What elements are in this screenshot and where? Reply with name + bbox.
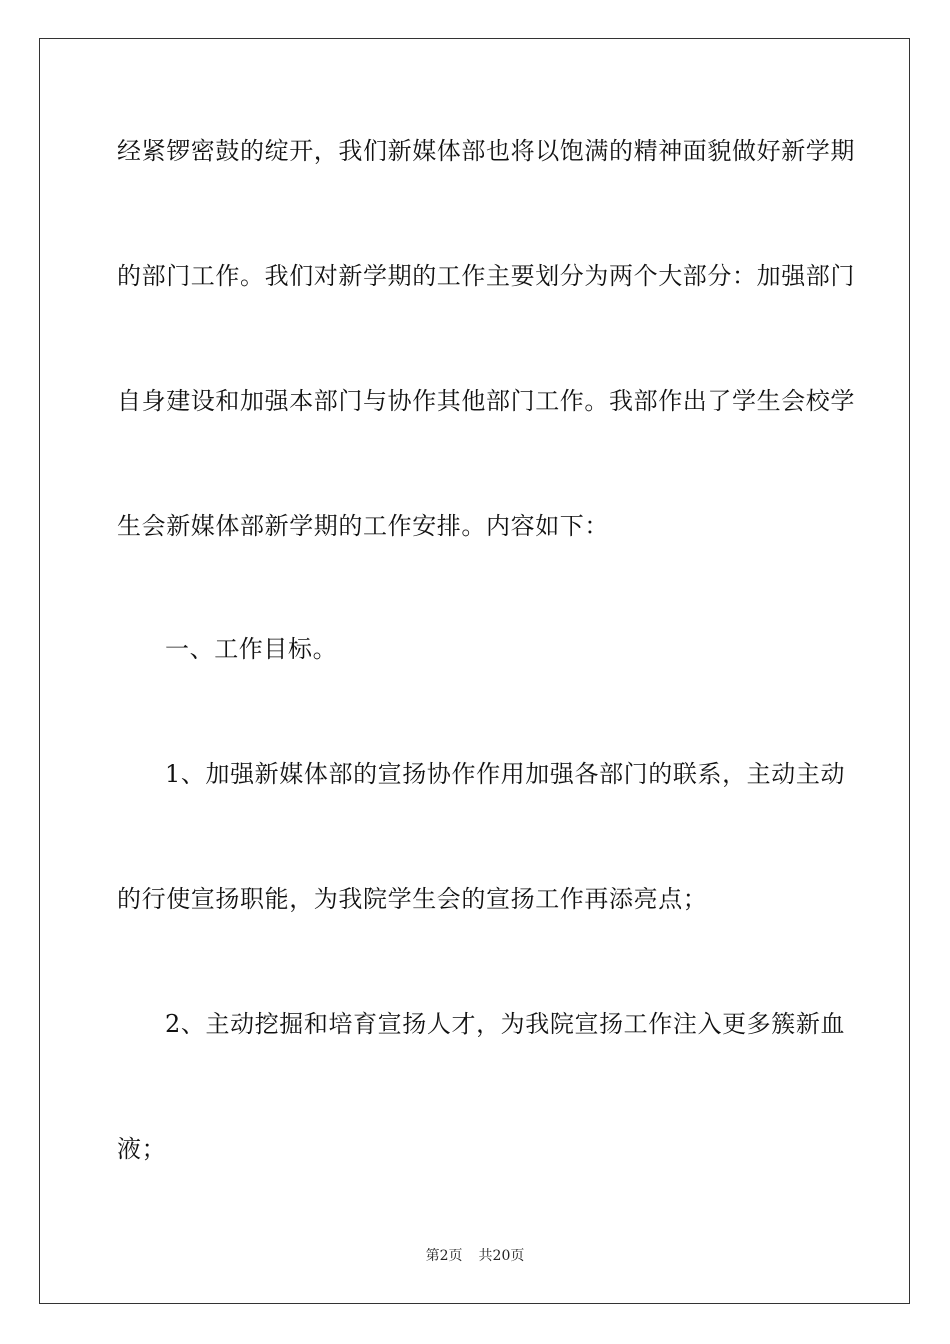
page-total: 共20页 (478, 1248, 525, 1264)
page-border (39, 38, 910, 1304)
list-item: 1、加强新媒体部的宣扬协作作用加强各部门的联系，主动主动 (165, 760, 846, 788)
paragraph-line: 的行使宣扬职能，为我院学生会的宣扬工作再添亮点； (117, 885, 708, 913)
paragraph-line: 经紧锣密鼓的绽开，我们新媒体部也将以饱满的精神面貌做好新学期 (117, 137, 855, 165)
page-footer (0, 1247, 950, 1265)
section-heading: 一、工作目标。 (165, 635, 338, 663)
paragraph-line: 生会新媒体部新学期的工作安排。内容如下： (117, 512, 609, 540)
paragraph-line: 的部门工作。我们对新学期的工作主要划分为两个大部分：加强部门 (117, 262, 855, 290)
page-number: 第2页 (425, 1248, 463, 1264)
paragraph-line: 自身建设和加强本部门与协作其他部门工作。我部作出了学生会校学 (117, 387, 855, 415)
list-item: 2、主动挖掘和培育宣扬人才，为我院宣扬工作注入更多簇新血 (165, 1010, 846, 1038)
paragraph-line: 液； (117, 1135, 167, 1163)
